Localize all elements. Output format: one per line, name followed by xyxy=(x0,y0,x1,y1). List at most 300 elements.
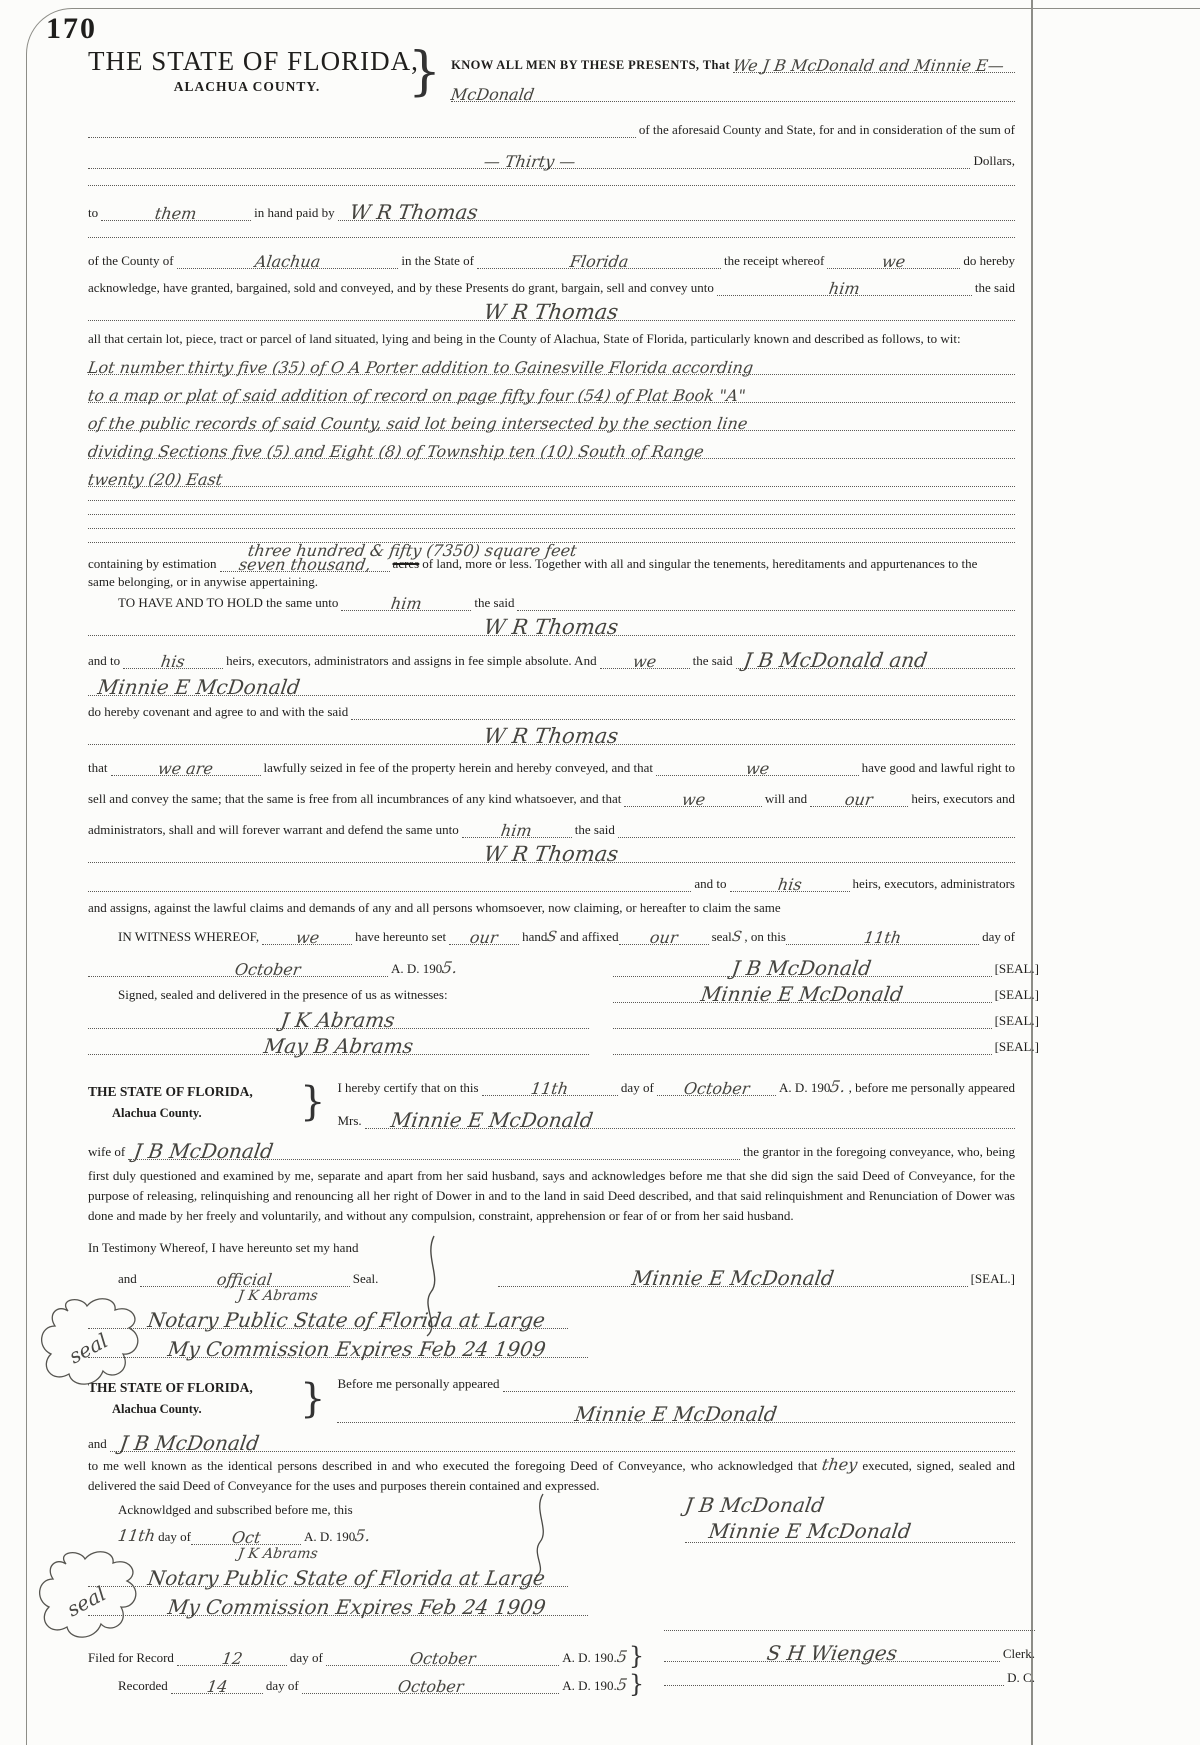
husband-fill xyxy=(128,1137,740,1163)
payer-handwriting: W R Thomas xyxy=(347,200,480,224)
the-said-label-3: the said xyxy=(692,653,733,668)
wife-name-signature: Minnie E McDonald xyxy=(388,1108,595,1132)
and-to-label-1: and to xyxy=(88,653,121,668)
blank-line-1 xyxy=(88,181,1015,186)
grantee-row-2 xyxy=(88,613,1015,639)
unto-fill xyxy=(341,592,471,611)
notary1-sig-row xyxy=(88,1289,1015,1304)
receipt-label: the receipt whereof xyxy=(723,253,825,268)
we-handwriting-3: we xyxy=(680,790,707,809)
him-fill xyxy=(462,819,572,838)
seal-column xyxy=(613,951,1039,1055)
and-label-1: and xyxy=(118,1271,137,1286)
convey-handwriting: him xyxy=(827,279,862,298)
notary1-brace: } xyxy=(300,1079,326,1125)
receipt-handwriting: we xyxy=(880,252,907,271)
sig1-fill xyxy=(613,954,992,980)
heirs-label: heirs, executors, administrators and assigns in fee simple absolute. And xyxy=(226,653,597,668)
in-hand-label: in hand paid by xyxy=(254,205,335,220)
notary1-grantor-signature: Minnie E McDonald xyxy=(630,1266,836,1290)
before-trailing-fill xyxy=(503,1387,1015,1392)
on-this-label: , on this xyxy=(744,929,786,944)
grantor1-fill xyxy=(736,646,1015,672)
appeared2-row xyxy=(88,1429,1015,1455)
sell-label: sell and convey the same; that the same is free from all incumbrances of any kind whatsoever, and that xyxy=(88,791,622,806)
filing-footer xyxy=(88,1624,1035,1698)
blank-line-3 xyxy=(88,496,1015,501)
notary2-commission-handwriting: My Commission Expires Feb 24 1909 xyxy=(166,1595,548,1619)
notary-seal-stamp-2 xyxy=(34,1548,146,1644)
description-fill-5 xyxy=(88,468,1015,487)
county-state-row xyxy=(88,250,1015,269)
before-label-2: Before me personally appeared xyxy=(337,1376,500,1391)
county-handwriting: Alachua xyxy=(253,252,322,271)
aforesaid-label: of the aforesaid County and State, for and in consideration of the sum of xyxy=(638,122,1015,137)
aforesaid-row xyxy=(88,122,1015,138)
page-right-edge-line xyxy=(1031,0,1033,1745)
grantee-signature-4: W R Thomas xyxy=(482,842,621,866)
certify-label: I hereby certify that on this xyxy=(337,1080,479,1095)
and-to-label-2: and to xyxy=(694,876,727,891)
in-witness-row xyxy=(88,926,1015,945)
official-seal-row xyxy=(88,1264,1015,1290)
grantor2-handwriting: Minnie E McDonald xyxy=(96,675,302,699)
grantor-signature-2: Minnie E McDonald xyxy=(699,982,905,1006)
day-of-label-2: day of xyxy=(620,1080,654,1095)
clerk-row xyxy=(664,1639,1035,1665)
description-fill-4 xyxy=(88,440,1015,459)
notary1-state-block xyxy=(88,1084,288,1121)
description-handwriting-4: dividing Sections five (5) and Eight (8) of Township ten (10) South of Range xyxy=(86,442,706,461)
notary-seal-stamp-1 xyxy=(36,1295,148,1391)
grantors-line-1 xyxy=(733,54,1015,73)
presence-row xyxy=(88,977,589,1003)
affixed-label: and affixed xyxy=(559,929,619,944)
month-fill xyxy=(148,958,388,977)
notary1-credentials xyxy=(64,1288,1015,1369)
header-county-title: ALACHUA COUNTY. xyxy=(173,79,321,94)
day-handwriting: 11th xyxy=(862,928,903,947)
county-fill xyxy=(177,250,399,269)
ad-label-5: A. D. 190. xyxy=(562,1678,617,1693)
grantors-handwriting-2: McDonald xyxy=(449,85,536,104)
recorded-brace: } xyxy=(628,1670,645,1698)
notary1-title-row xyxy=(88,1306,1015,1332)
recorded-label: Recorded xyxy=(118,1678,168,1693)
blank-line-2 xyxy=(88,233,1015,238)
to-have-label: TO HAVE AND TO HOLD the same unto xyxy=(118,595,339,610)
his-fill-2 xyxy=(730,873,850,892)
clerk-signature: S H Wienges xyxy=(765,1641,899,1665)
document-header xyxy=(88,42,1015,104)
notary2-bottom xyxy=(62,1493,1015,1622)
we-handwriting-2: we xyxy=(744,759,771,778)
executed-label: executed, signed, xyxy=(862,1458,954,1473)
notary1-sig-fill xyxy=(498,1264,967,1290)
notary2-month-fill xyxy=(191,1526,301,1545)
receipt-fill xyxy=(827,250,960,269)
we-fill-2 xyxy=(656,757,859,776)
assigns-row xyxy=(88,900,1015,916)
grantor-clause-label: the grantor in the foregoing conveyance, who, being xyxy=(743,1144,1015,1159)
dc-fill xyxy=(664,1681,1004,1686)
seal4-fill xyxy=(613,1050,992,1055)
notary2-day-handwriting: 11th xyxy=(116,1526,157,1545)
seal-stamp-text-1: seal xyxy=(64,1328,112,1369)
heirs-row-2 xyxy=(88,873,1015,892)
to-label: to xyxy=(88,205,99,220)
our-handwriting-1: our xyxy=(844,790,875,809)
presence-label: Signed, sealed and delivered in the presence of us as witnesses: xyxy=(118,987,448,1002)
heirs-and-label: heirs, executors and xyxy=(911,791,1015,806)
filed-row xyxy=(88,1642,645,1670)
official-handwriting: official xyxy=(216,1270,274,1289)
seal-row-2 xyxy=(613,977,1039,1006)
testimony-row xyxy=(88,1240,1015,1256)
notary2-title-handwriting: Notary Public State of Florida at Large xyxy=(146,1566,547,1590)
notary1-state-title: THE STATE OF FLORIDA, xyxy=(88,1083,253,1099)
notary2-month-handwriting: Oct xyxy=(230,1528,262,1547)
filed-label: Filed for Record xyxy=(88,1650,174,1665)
day-of-label-1: day of xyxy=(982,929,1015,944)
seal-tag-5: [SEAL.] xyxy=(970,1271,1015,1286)
county-of-label: of the County of xyxy=(88,253,174,268)
notary2-grantor-signature-1: J B McDonald xyxy=(683,1493,826,1517)
seal-tag-1: [SEAL.] xyxy=(994,961,1039,976)
grantor2-fill xyxy=(88,673,1015,699)
dollars-label: Dollars, xyxy=(973,153,1015,168)
and-label-2: and xyxy=(88,1436,107,1451)
blank-fill-5 xyxy=(88,524,1015,529)
date-leading-fill xyxy=(88,972,148,977)
testimony-label: In Testimony Whereof, I have hereunto set my hand xyxy=(88,1240,359,1255)
notary1-commission-handwriting: My Commission Expires Feb 24 1909 xyxy=(166,1337,548,1361)
notary2-commission-fill xyxy=(88,1593,588,1619)
notary1-month-handwriting: October xyxy=(682,1079,751,1098)
recorded-year-handwriting: 5 xyxy=(615,1675,629,1694)
covenant-label: do hereby covenant and agree to and with the said xyxy=(88,704,349,719)
notary2-county-title: Alachua County. xyxy=(112,1402,202,1416)
notary1-title-handwriting: Notary Public State of Florida at Large xyxy=(146,1308,547,1332)
description-fill-3 xyxy=(88,412,1015,431)
appeared2-signature: J B McDonald xyxy=(118,1431,261,1455)
sell-row xyxy=(88,788,1015,807)
dc-row xyxy=(664,1670,1035,1686)
notary2-brace: } xyxy=(300,1375,326,1422)
description-line-row-5 xyxy=(88,468,1015,487)
will-and-label: will and xyxy=(764,791,808,806)
description-handwriting-5: twenty (20) East xyxy=(86,470,224,489)
convey-label: acknowledge, have granted, bargained, sold and conveyed, and by these Presents do grant, bargain, sell and convey unto xyxy=(88,280,714,295)
the-said-label-2: the said xyxy=(474,595,515,610)
seal-word-label-2: Seal. xyxy=(352,1271,379,1286)
our-handwriting-2: our xyxy=(469,928,500,947)
mrs-row xyxy=(337,1106,1015,1132)
heirs-row xyxy=(88,646,1015,672)
notary2-commission-row xyxy=(88,1593,1015,1619)
estimation-superscript-handwriting: three hundred & fifty (7350) square feet xyxy=(246,541,578,560)
header-state-title: THE STATE OF FLORIDA, xyxy=(88,46,419,76)
amount-handwriting: — Thirty — xyxy=(482,152,577,171)
ad-label-1: A. D. 190 xyxy=(391,961,443,976)
witness-we-handwriting: we xyxy=(294,928,321,947)
notary1-commission-fill xyxy=(88,1335,588,1361)
blank-fill-1 xyxy=(88,181,1015,186)
husband-handwriting: J B McDonald xyxy=(132,1139,276,1163)
clerk-right-column xyxy=(664,1624,1035,1694)
recorded-day-handwriting: 14 xyxy=(205,1677,229,1696)
filing-left-column xyxy=(88,1624,645,1698)
description-intro-row xyxy=(88,331,1015,347)
seal-row-3 xyxy=(613,1003,1039,1029)
witness2-fill xyxy=(88,1032,589,1058)
day-of-label-3: day of xyxy=(158,1529,191,1544)
notary1-title-fill xyxy=(88,1306,568,1332)
grantee-signature-2: W R Thomas xyxy=(482,615,621,639)
appeared2-fill xyxy=(110,1429,1015,1455)
covenant-trailing-fill xyxy=(351,715,1015,720)
our-fill-2 xyxy=(449,926,519,945)
notary1-day-fill xyxy=(482,1077,618,1096)
notary2-sig1-row xyxy=(685,1494,1015,1516)
seal-tag-4: [SEAL.] xyxy=(994,1039,1039,1054)
seized-label: lawfully seized in fee of the property herein and hereby conveyed, and that xyxy=(263,760,653,775)
his-fill-1 xyxy=(123,650,223,669)
notary2-grantor-signature-2: Minnie E McDonald xyxy=(707,1519,913,1543)
recorded-month-handwriting: October xyxy=(396,1677,465,1696)
blank-fill-4 xyxy=(88,510,1015,515)
to-have-row xyxy=(88,592,1015,611)
good-right-label: have good and lawful right to xyxy=(861,760,1015,775)
notary2-header xyxy=(88,1374,1015,1426)
grantors-handwriting-1: We J B McDonald and Minnie E— xyxy=(731,56,1006,75)
dower-paragraph: first duly questioned and examined by me, separate and apart from her said husband, says and acknowledges before me that she did sign the said Deed of Conveyance, for the purpose of releasing, relinquishing and renouncing all her right of Dower in and to the land in said Deed described, and that said relinquishment and Renunciation of Dower was done and made by her freely and voluntarily, and without any compulsion, constraint, apprehension or fear of or from her said husband. xyxy=(88,1168,1015,1223)
grantee-signature-3: W R Thomas xyxy=(482,724,621,748)
wife-of-row xyxy=(88,1137,1015,1163)
notary2-notary-signature: J K Abrams xyxy=(236,1546,319,1562)
grantee-signature-1: W R Thomas xyxy=(482,300,621,324)
we-fill-3 xyxy=(624,788,762,807)
witness-we-fill xyxy=(262,926,352,945)
seal-plural-handwriting: S xyxy=(730,929,743,945)
page-number: 170 xyxy=(46,12,97,45)
known-paragraph xyxy=(88,1456,1015,1496)
filed-brace: } xyxy=(628,1642,645,1670)
we-are-handwriting: we are xyxy=(156,759,215,778)
warrant-trailing-fill xyxy=(618,833,1015,838)
description-line-row-3 xyxy=(88,412,1015,431)
witness1-fill xyxy=(88,1006,589,1032)
estimation-handwriting: seven thousand, xyxy=(237,555,372,574)
filed-month-fill xyxy=(326,1647,559,1666)
aforesaid-fill xyxy=(88,133,636,138)
ad-label-4: A. D. 190. xyxy=(562,1650,617,1665)
convey-fill xyxy=(717,277,972,296)
description-handwriting-3: of the public records of said County, said lot being intersected by the section line xyxy=(86,414,749,433)
notary2-date-row xyxy=(88,1526,1015,1545)
before-row xyxy=(337,1376,1015,1392)
him-handwriting: him xyxy=(500,821,534,840)
description-intro: all that certain lot, piece, tract or parcel of land situated, lying and being in the County of Alachua, State of Florida, particularly known and described as follows, to wit: xyxy=(88,331,961,346)
amount-fill xyxy=(88,150,970,169)
in-witness-label: IN WITNESS WHEREOF, xyxy=(118,929,260,944)
description-line-row-1 xyxy=(88,356,1015,375)
we-fill-1 xyxy=(600,650,690,669)
appeared1-row xyxy=(337,1400,1015,1426)
do-hereby-label: do hereby xyxy=(963,253,1015,268)
filed-month-handwriting: October xyxy=(408,1649,477,1668)
we-handwriting-1: we xyxy=(631,652,658,671)
year-handwriting-1: 5. xyxy=(441,958,459,977)
notary1-day-handwriting: 11th xyxy=(529,1079,570,1098)
wife-name-fill xyxy=(365,1106,1015,1132)
witness-column xyxy=(88,951,589,1058)
convey-row xyxy=(88,277,1015,296)
notary1-year-handwriting: 5. xyxy=(829,1077,847,1096)
notary1-certify-block xyxy=(337,1075,1015,1132)
recorded-month-fill xyxy=(302,1675,560,1694)
recorded-row xyxy=(88,1670,645,1698)
certify-row xyxy=(337,1077,1015,1096)
witness2-signature: May B Abrams xyxy=(262,1034,415,1058)
our-fill-3 xyxy=(619,926,709,945)
appeared1-fill xyxy=(337,1400,1015,1426)
grantor-signature-1: J B McDonald xyxy=(730,956,874,980)
our-handwriting-3: our xyxy=(648,928,679,947)
unto-handwriting: him xyxy=(389,594,424,613)
day-of-label-4: day of xyxy=(289,1650,323,1665)
blank-line-5 xyxy=(88,524,1015,529)
day-of-label-5: day of xyxy=(265,1678,299,1693)
witness-row-2 xyxy=(88,1029,589,1058)
hand-plural-handwriting: S xyxy=(546,929,559,945)
state-of-label: in the State of xyxy=(401,253,474,268)
we-are-fill xyxy=(111,757,261,776)
seal-stamp-text-2: seal xyxy=(62,1581,110,1622)
grantors-row-2 xyxy=(451,83,1015,102)
description-fill-2 xyxy=(88,384,1015,403)
estimation-row xyxy=(88,541,1015,574)
filed-year-handwriting: 5 xyxy=(615,1647,629,1666)
grantor1-handwriting: J B McDonald and xyxy=(741,648,929,672)
they-handwriting: they xyxy=(820,1455,859,1474)
amount-row xyxy=(88,150,1015,169)
grantee-row-1 xyxy=(88,298,1015,324)
notary1-header xyxy=(88,1075,1015,1132)
sig2-fill xyxy=(613,980,992,1006)
that-label: that xyxy=(88,760,108,775)
witness1-signature: J K Abrams xyxy=(279,1008,397,1032)
estimation-fill xyxy=(220,553,390,572)
day-fill xyxy=(786,926,979,945)
notary2-title-fill xyxy=(88,1564,568,1590)
description-line-row-4 xyxy=(88,440,1015,459)
before-label-1: , before me personally appeared xyxy=(848,1080,1015,1095)
clerk-label: Clerk. xyxy=(1002,1646,1035,1661)
witness-signature-grid xyxy=(88,951,1039,1058)
dc-label: D. C. xyxy=(1007,1670,1035,1685)
date-row xyxy=(88,951,589,977)
mrs-label: Mrs. xyxy=(337,1113,362,1128)
state-fill xyxy=(477,250,721,269)
recorded-day-fill xyxy=(171,1675,263,1694)
grantee-fill-3 xyxy=(88,722,1015,748)
notary1-commission-row xyxy=(88,1335,1015,1361)
month-handwriting: October xyxy=(233,960,303,979)
header-brace: } xyxy=(408,42,442,102)
ad-label-2: A. D. 190 xyxy=(779,1080,831,1095)
known-label: to me well known as the identical persons described in and who executed the foregoing Deed of Conveyance, who acknowledged that xyxy=(88,1458,818,1473)
blank-line-4 xyxy=(88,510,1015,515)
seal-word-label: seal xyxy=(711,929,732,944)
acres-struck-label: acres xyxy=(392,556,420,571)
to-handwriting: them xyxy=(154,204,199,223)
witness-row-1 xyxy=(88,1003,589,1032)
wife-of-label: wife of xyxy=(88,1144,126,1159)
payer-fill xyxy=(338,198,1015,224)
grantee-fill-4 xyxy=(88,840,1015,866)
his-handwriting-2: his xyxy=(776,875,803,894)
description-handwriting-1: Lot number thirty five (35) of O A Porter addition to Gainesville Florida according xyxy=(86,358,755,377)
presents-row xyxy=(451,54,1015,73)
belonging-row xyxy=(88,574,1015,590)
grantors-line-2 xyxy=(451,83,1015,102)
state-handwriting: Florida xyxy=(568,252,630,271)
clerk-blank-row xyxy=(664,1626,1035,1631)
notary1-month-fill xyxy=(657,1077,776,1096)
of-land-label: of land, more or less. Together with all and singular the tenements, hereditaments and appurtenances to the xyxy=(422,556,978,571)
to-fill xyxy=(101,202,251,221)
appeared1-signature: Minnie E McDonald xyxy=(573,1402,779,1426)
header-presents-block xyxy=(451,46,1015,102)
description-line-row-2 xyxy=(88,384,1015,403)
description-handwriting-2: to a map or plat of said addition of record on page fifty four (54) of Plat Book "A" xyxy=(86,386,747,405)
containing-label: containing by estimation xyxy=(88,556,217,571)
warrant-row xyxy=(88,819,1015,838)
blank-fill-2 xyxy=(88,233,1015,238)
grantee-fill-2 xyxy=(88,613,1015,639)
seal-row-4 xyxy=(613,1029,1039,1055)
blank-fill-3 xyxy=(88,496,1015,501)
clerk-sig-fill xyxy=(664,1639,1000,1665)
to-have-trailing-fill xyxy=(517,606,1015,611)
header-state-block xyxy=(88,46,419,95)
assigns-label: and assigns, against the lawful claims and demands of any and all persons whomsoever, now claiming, or hereafter to claim the same xyxy=(88,900,781,915)
notary2-before-block xyxy=(337,1374,1015,1426)
administrators-label: administrators, shall and will forever warrant and defend the same unto xyxy=(88,822,459,837)
belonging-label: same belonging, or in anywise appertaining. xyxy=(88,574,318,589)
seal3-fill xyxy=(613,1024,992,1029)
description-fill-1 xyxy=(88,356,1015,375)
official-fill xyxy=(140,1268,350,1287)
hand-label: hand xyxy=(522,929,548,944)
filed-day-fill xyxy=(177,1647,287,1666)
presents-label: KNOW ALL MEN BY THESE PRESENTS, That xyxy=(451,58,731,72)
filed-day-handwriting: 12 xyxy=(220,1649,244,1668)
seal-tag-3: [SEAL.] xyxy=(994,1013,1039,1028)
notary1-signature: J K Abrams xyxy=(236,1288,319,1304)
acknowledged-label: Acknowldged and subscribed before me, this xyxy=(118,1502,353,1517)
the-said-label-4: the said xyxy=(574,822,615,837)
set-label: have hereunto set xyxy=(355,929,447,944)
grantee-row-4 xyxy=(88,840,1015,866)
grantor2-row xyxy=(88,673,1015,699)
notary2-state-title: THE STATE OF FLORIDA, xyxy=(88,1380,253,1395)
our-fill-1 xyxy=(810,788,908,807)
covenant-row xyxy=(88,704,1015,720)
seal-tag-2: [SEAL.] xyxy=(994,987,1039,1002)
notary2-year-handwriting: 5. xyxy=(353,1526,372,1545)
